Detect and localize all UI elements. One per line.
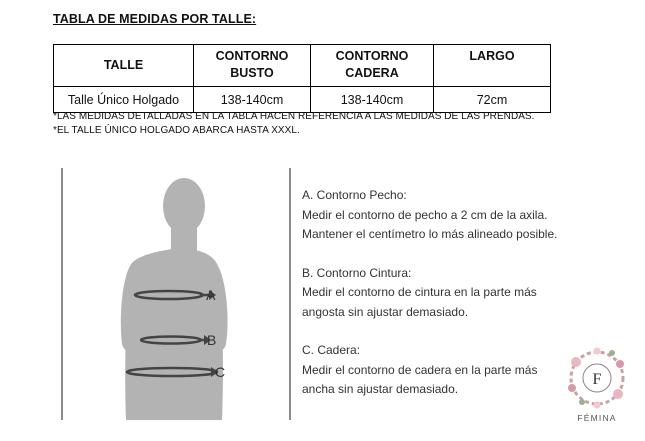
header-contorno-cadera — [311, 45, 434, 87]
femina-logo — [562, 344, 632, 430]
floral-wreath-icon — [562, 344, 632, 412]
cell-cadera: 138-140cm — [311, 87, 434, 113]
instruction-c-title: C. Cadera: — [302, 343, 361, 357]
header-talle: TALLE — [54, 45, 194, 87]
page-title: TABLA DE MEDIDAS POR TALLE: — [53, 12, 257, 26]
instruction-b-title: B. Contorno Cintura: — [302, 265, 412, 280]
label-a: A — [206, 287, 216, 303]
measurement-instructions — [302, 186, 557, 419]
cell-busto: 138-140cm — [194, 87, 311, 113]
header-busto-line2: BUSTO — [230, 66, 274, 80]
silhouette-icon — [64, 168, 290, 420]
logo-name: FÉMINA — [577, 413, 617, 423]
cell-largo: 72cm — [434, 87, 551, 113]
logo-letter: F — [592, 371, 602, 388]
instruction-b-line2: angosta sin ajustar demasiado. — [302, 304, 469, 319]
instruction-c-line2: ancha sin ajustar demasiado. — [302, 382, 459, 396]
instruction-a-line2: Mantener el centímetro lo más alineado posible. — [302, 227, 558, 241]
label-c: C — [215, 364, 226, 380]
instruction-c — [302, 341, 557, 400]
header-busto-line1: CONTORNO — [215, 49, 289, 63]
table-row — [54, 87, 551, 113]
instruction-c-line1: Medir el contorno de cadera en la parte más — [302, 362, 538, 377]
table-header-row — [54, 45, 551, 87]
header-contorno-busto — [194, 45, 311, 87]
header-cadera-line1: CONTORNO — [335, 49, 409, 63]
instruction-a-line1: Medir el contorno de pecho a 2 cm de la axila. — [302, 207, 548, 222]
note-size-range: *EL TALLE ÚNICO HOLGADO ABARCA HASTA XXXL. — [53, 125, 300, 136]
label-b: B — [207, 332, 217, 348]
instruction-b — [302, 264, 557, 323]
header-cadera-line2: CADERA — [345, 66, 399, 80]
body-silhouette-figure — [64, 168, 290, 420]
instruction-b-line1: Medir el contorno de cintura en la parte más — [302, 285, 537, 299]
cell-talle: Talle Único Holgado — [54, 87, 194, 113]
left-divider — [61, 168, 63, 420]
header-largo: LARGO — [434, 45, 551, 87]
size-table — [53, 44, 551, 113]
instruction-a — [302, 186, 557, 245]
instruction-a-title: A. Contorno Pecho: — [302, 188, 407, 202]
note-measurements: *LAS MEDIDAS DETALLADAS EN LA TABLA HACEN REFERENCIA A LAS MEDIDAS DE LAS PRENDAS. — [53, 111, 535, 122]
